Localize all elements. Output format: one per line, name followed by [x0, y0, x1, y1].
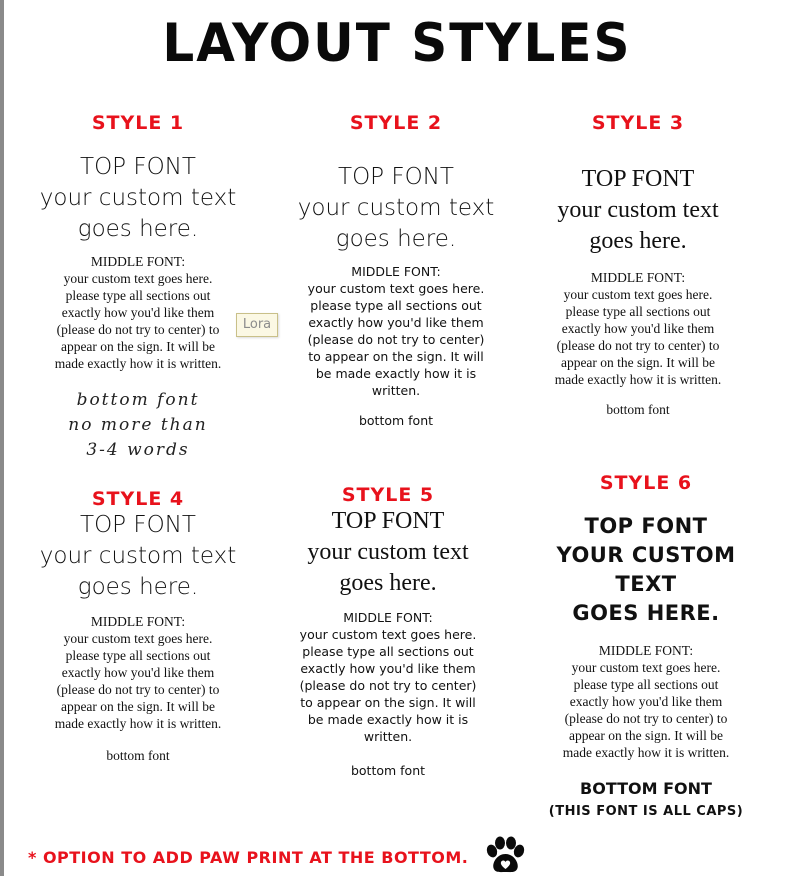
style-5-top-font: TOP FONT your custom text goes here. [307, 508, 469, 596]
style-5-label: STYLE 5 [341, 484, 435, 506]
style-3-bottom-font: bottom font [606, 402, 670, 417]
style-4-top-font: TOP FONT your custom text goes here. [39, 512, 237, 600]
style-2-top-font: TOP FONT your custom text goes here. [297, 164, 495, 252]
style-3-top-font: TOP FONT your custom text goes here. [557, 166, 719, 254]
style-4-middle-font: MIDDLE FONT: your custom text goes here. please type all sections out exactly how you'd like them (please do not try to center) to appear on the sign. It will be made exactly how it is written. [54, 614, 222, 731]
style-6-bottom-note: (THIS FONT IS ALL CAPS) [548, 804, 744, 819]
page-left-border [0, 0, 4, 876]
style-6-middle-font: MIDDLE FONT: your custom text goes here. please type all sections out exactly how you'd like them (please do not try to center) to appear on the sign. It will be made exactly how it is written. [562, 643, 730, 760]
style-4-bottom-font: bottom font [106, 748, 170, 763]
style-6-label: STYLE 6 [599, 472, 693, 494]
font-name-tooltip: Lora [236, 313, 278, 337]
style-4-block [20, 488, 256, 764]
style-1-middle-font: MIDDLE FONT: your custom text goes here. please type all sections out exactly how you'd like them (please do not try to center) to appear on the sign. It will be made exactly how it is written. [54, 254, 222, 371]
style-3-block [530, 112, 746, 418]
style-1-block [20, 112, 256, 463]
paw-print-option-note: * OPTION TO ADD PAW PRINT AT THE BOTTOM. [28, 848, 469, 867]
style-3-label: STYLE 3 [591, 112, 685, 134]
style-6-top-font: TOP FONT YOUR CUSTOM TEXT GOES HERE. [556, 514, 736, 625]
style-2-block [282, 112, 510, 428]
style-2-middle-font: MIDDLE FONT: your custom text goes here. please type all sections out exactly how you'd like them (please do not try to center) to appear on the sign. It will be made exactly how it is written. [307, 264, 485, 398]
style-5-middle-font: MIDDLE FONT: your custom text goes here. please type all sections out exactly how you'd like them (please do not try to center) to appear on the sign. It will be made exactly how it is written. [299, 610, 477, 744]
style-3-middle-font: MIDDLE FONT: your custom text goes here. please type all sections out exactly how you'd like them (please do not try to center) to appear on the sign. It will be made exactly how it is written. [554, 270, 722, 387]
page-title: LAYOUT STYLES [162, 12, 632, 74]
paw-print-heart-icon [484, 836, 526, 876]
style-5-bottom-font: bottom font [350, 763, 426, 778]
style-6-bottom-font: BOTTOM FONT [580, 779, 712, 798]
style-2-bottom-font: bottom font [358, 413, 434, 428]
style-1-bottom-font: bottom font no more than 3-4 words [68, 390, 208, 460]
style-4-label: STYLE 4 [91, 488, 185, 510]
style-2-label: STYLE 2 [349, 112, 443, 134]
style-1-label: STYLE 1 [91, 112, 185, 134]
style-6-block [526, 472, 766, 823]
style-1-top-font: TOP FONT your custom text goes here. [39, 154, 237, 242]
style-5-block [282, 484, 494, 778]
